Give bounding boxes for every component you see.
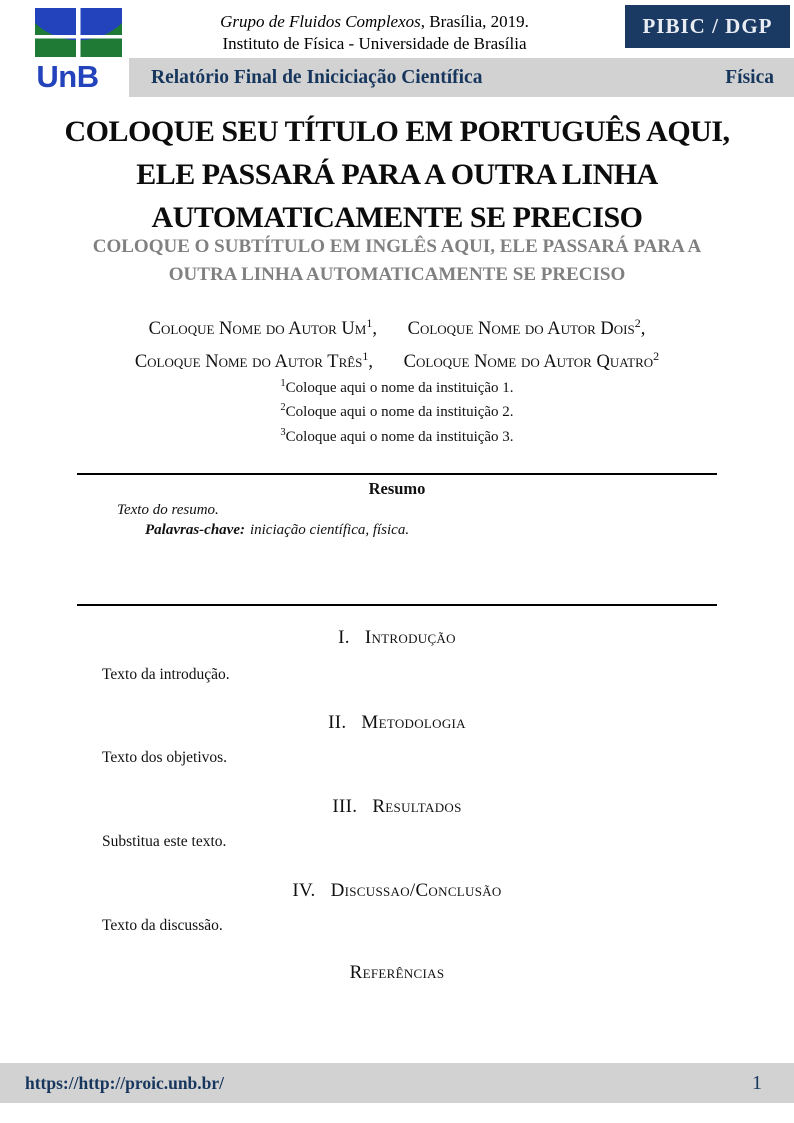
- subtitle-line-1: COLOQUE O SUBTÍTULO EM INGLÊS AQUI, ELE PASSARÁ PARA A: [92, 236, 702, 257]
- header-affiliation: [130, 11, 619, 55]
- institution-3: [0, 423, 794, 447]
- section-heading-resultados: [0, 796, 794, 818]
- author-3-affil-ref: 1: [362, 348, 369, 363]
- institution-list: [0, 374, 794, 447]
- author-4-affil-ref: 2: [653, 348, 660, 363]
- section-2-title: Metodologia: [361, 712, 466, 733]
- institution-2: [0, 398, 794, 422]
- author-3-separator: ,: [368, 351, 374, 372]
- title-line-2: ELE PASSARÁ PARA A OUTRA LINHA: [136, 158, 658, 191]
- unb-wordmark: UnB: [36, 59, 99, 94]
- section-1-title: Introdução: [364, 627, 456, 648]
- abstract-text: Texto do resumo.: [117, 502, 219, 518]
- pibic-dgp-badge: PIBIC / DGP: [625, 5, 790, 48]
- section-1-body: Texto da introdução.: [102, 666, 230, 683]
- footer-url-link[interactable]: https://http://proic.unb.br/: [25, 1072, 225, 1093]
- abstract-rule-top: [77, 473, 717, 475]
- institution-3-number: 3: [280, 426, 286, 438]
- keywords-text: iniciação científica, física.: [249, 522, 410, 538]
- subtitle-line-2: OUTRA LINHA AUTOMATICAMENTE SE PRECISO: [168, 264, 626, 285]
- section-3-body: Substitua este texto.: [102, 833, 227, 850]
- section-4-title: Discussao/Conclusão: [330, 880, 502, 901]
- section-2-body: Texto dos objetivos.: [102, 749, 228, 766]
- section-3-title: Resultados: [372, 796, 462, 817]
- group-name: Grupo de Fluidos Complexos: [220, 12, 421, 31]
- section-heading-introducao: [0, 627, 794, 649]
- unb-logo-icon: [35, 8, 122, 57]
- author-1: [149, 310, 377, 343]
- title-line-1: COLOQUE SEU TÍTULO EM PORTUGUÊS AQUI,: [64, 115, 730, 148]
- institution-1-number: 1: [280, 378, 286, 389]
- author-1-separator: ,: [372, 319, 377, 340]
- affiliation-line-2: Instituto de Física - Universidade de Brasília: [222, 34, 527, 53]
- abstract-body: [77, 500, 717, 540]
- author-3-name: Coloque Nome do Autor Três: [134, 351, 363, 372]
- author-2-separator: ,: [640, 319, 646, 340]
- institution-3-text: Coloque aqui o nome da instituição 3.: [285, 428, 514, 445]
- author-4: [404, 343, 660, 376]
- section-4-number: IV.: [292, 880, 316, 901]
- footer-bar: [0, 1063, 794, 1103]
- author-1-name: Coloque Nome do Autor Um: [148, 319, 367, 340]
- group-suffix: , Brasília, 2019.: [420, 12, 529, 31]
- author-3: [135, 343, 373, 376]
- report-banner: [129, 58, 794, 97]
- affiliation-line-1: [130, 11, 619, 33]
- abstract-heading: Resumo: [368, 479, 426, 498]
- institution-2-number: 2: [280, 402, 286, 414]
- abstract-rule-bottom: [77, 604, 717, 606]
- author-4-name: Coloque Nome do Autor Quatro: [403, 351, 654, 372]
- section-heading-metodologia: [0, 712, 794, 734]
- author-2-name: Coloque Nome do Autor Dois: [407, 319, 635, 340]
- title-line-3: AUTOMATICAMENTE SE PRECISO: [151, 201, 643, 234]
- author-list: [0, 310, 794, 375]
- institution-1: [0, 374, 794, 398]
- institution-1-text: Coloque aqui o nome da instituição 1.: [285, 380, 514, 396]
- section-4-body: Texto da discussão.: [102, 917, 223, 934]
- author-1-affil-ref: 1: [366, 316, 373, 330]
- section-3-number: III.: [332, 796, 358, 817]
- author-row-2: [0, 343, 794, 376]
- banner-title: Relatório Final de Iniciciação Científica: [151, 66, 483, 88]
- section-heading-referencias: [0, 962, 794, 984]
- institution-2-text: Coloque aqui o nome da instituição 2.: [285, 404, 514, 421]
- paper-subtitle: [0, 233, 794, 289]
- keywords-line: [145, 520, 717, 540]
- author-2: [408, 310, 646, 343]
- author-row-1: [0, 310, 794, 343]
- section-heading-discussao-conclusao: [0, 880, 794, 902]
- section-2-number: II.: [328, 712, 347, 733]
- section-5-title: Referências: [349, 962, 445, 983]
- author-2-affil-ref: 2: [634, 316, 641, 330]
- banner-subject: Física: [725, 66, 774, 88]
- page-number: 1: [752, 1071, 762, 1094]
- paper-title: [0, 110, 794, 239]
- section-1-number: I.: [338, 627, 350, 648]
- keywords-label: Palavras-chave:: [145, 522, 245, 538]
